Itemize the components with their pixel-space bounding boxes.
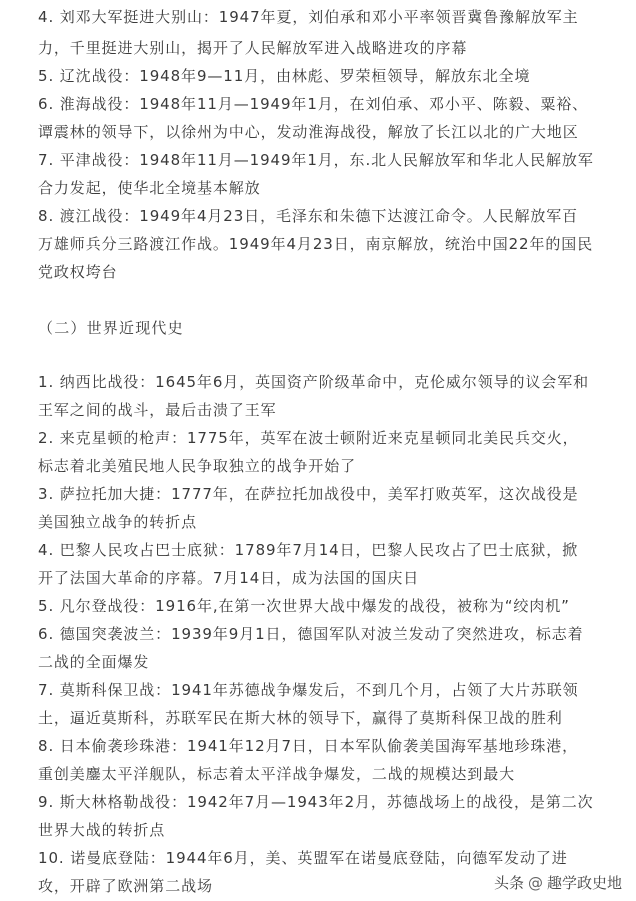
text-line: 7. 平津战役：1948年11月—1949年1月，东.北人民解放军和华北人民解放军 — [38, 151, 594, 169]
text-line: 万雄师兵分三路渡江作战。1949年4月23日，南京解放，统治中国22年的国民 — [38, 235, 594, 253]
watermark-separator: @ — [527, 873, 543, 892]
text-line: 党政权垮台 — [38, 263, 118, 281]
text-line: 5. 凡尔登战役：1916年,在第一次世界大战中爆发的战役，被称为“绞肉机” — [38, 597, 570, 615]
text-line: 美国独立战争的转折点 — [38, 513, 198, 531]
text-line: 7. 莫斯科保卫战：1941年苏德战争爆发后，不到几个月，占领了大片苏联领 — [38, 681, 579, 699]
text-line: 2. 来克星顿的枪声：1775年，英军在波士顿附近来克星顿同北美民兵交火， — [38, 429, 579, 447]
text-line: 力，千里挺进大别山，揭开了人民解放军进入战略进攻的序幕 — [38, 39, 468, 57]
text-line: 3. 萨拉托加大捷：1777年，在萨拉托加战役中，美军打败英军，这次战役是 — [38, 485, 579, 503]
text-line: 攻，开辟了欧洲第二战场 — [38, 877, 213, 895]
text-line: 10. 诺曼底登陆：1944年6月，美、英盟军在诺曼底登陆，向德军发动了进 — [38, 849, 568, 867]
text-line: 1. 纳西比战役：1645年6月，英国资产阶级革命中，克伦威尔领导的议会军和 — [38, 373, 589, 391]
text-line: 6. 淮海战役：1948年11月—1949年1月，在刘伯承、邓小平、陈毅、粟裕、 — [38, 95, 589, 113]
text-line: 4. 巴黎人民攻占巴士底狱：1789年7月14日，巴黎人民攻占了巴士底狱，掀 — [38, 541, 579, 559]
text-line: 重创美鏖太平洋舰队，标志着太平洋战争爆发，二战的规模达到最大 — [38, 765, 516, 783]
text-line: 6. 德国突袭波兰：1939年9月1日，德国军队对波兰发动了突然进攻，标志着 — [38, 625, 584, 643]
text-line: 二战的全面爆发 — [38, 653, 150, 671]
text-line: 9. 斯大林格勒战役：1942年7月—1943年2月，苏德战场上的战役，是第二次 — [38, 793, 594, 811]
text-line: 5. 辽沈战役：1948年9—11月，由林彪、罗荣桓领导，解放东北全境 — [38, 67, 531, 85]
text-line: 世界大战的转折点 — [38, 821, 166, 839]
watermark-platform: 头条 — [493, 874, 524, 892]
text-line: 8. 日本偷袭珍珠港：1941年12月7日，日本军队偷袭美国海军基地珍珠港， — [38, 737, 579, 755]
text-line: 土，逼近莫斯科，苏联军民在斯大林的领导下，赢得了莫斯科保卫战的胜利 — [38, 709, 563, 727]
section-title: （二）世界近现代史 — [38, 319, 184, 337]
text-line: 谭震林的领导下，以徐州为中心，发动淮海战役，解放了长江以北的广大地区 — [38, 123, 579, 141]
watermark-account: 趣学政史地 — [546, 874, 622, 892]
text-line: 王军之间的战斗，最后击溃了王军 — [38, 401, 277, 419]
text-line: 8. 渡江战役：1949年4月23日，毛泽东和朱德下达渡江命令。人民解放军百 — [38, 207, 579, 225]
text-line: 标志着北美殖民地人民争取独立的战争开始了 — [38, 457, 357, 475]
source-watermark — [494, 872, 622, 893]
text-line: 开了法国大革命的序幕。7月14日，成为法国的国庆日 — [38, 569, 420, 587]
text-line: 4. 刘邓大军挺进大别山：1947年夏，刘伯承和邓小平率领晋冀鲁豫解放军主 — [38, 8, 579, 26]
text-line: 合力发起，使华北全境基本解放 — [38, 179, 261, 197]
